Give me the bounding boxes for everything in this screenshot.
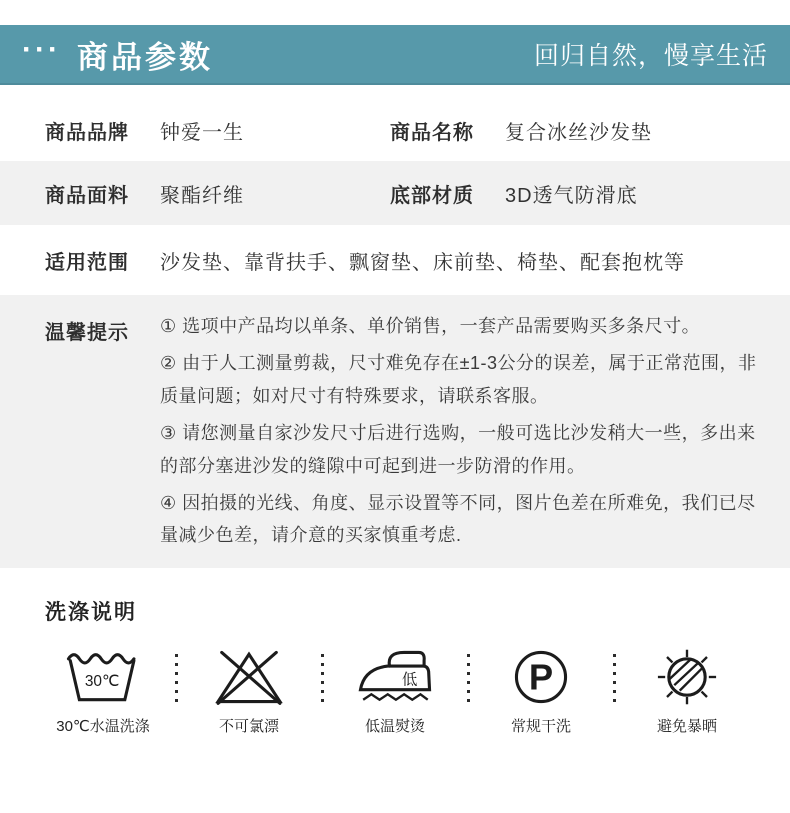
dry-clean-p-icon: [499, 648, 583, 706]
avoid-sunlight-icon: [645, 648, 729, 706]
care-label: 不可氯漂: [218, 717, 279, 735]
care-label: 30℃水温洗涤: [56, 717, 150, 735]
wash-basin-30c-icon: [61, 648, 145, 706]
care-item-dry-clean: [478, 648, 604, 736]
dotted-divider: [467, 654, 470, 706]
tip-item: ③ 请您测量自家沙发尺寸后进行选购，一般可选比沙发稍大一些，多出来的部分塞进沙发的缝隙中可起到进一步防滑的作用。: [160, 423, 756, 476]
tips-label: 温馨提示: [45, 322, 129, 344]
care-label: 常规干洗: [510, 717, 571, 735]
param-value: 沙发垫、靠背扶手、飘窗垫、床前垫、椅垫、配套抱枕等: [160, 251, 685, 274]
param-label: 商品面料: [45, 184, 129, 207]
care-label: 避免暴晒: [656, 717, 717, 735]
param-row-scope: [0, 225, 790, 295]
param-value: 3D透气防滑底: [505, 184, 638, 207]
tips-list: [160, 310, 765, 552]
param-label: 适用范围: [45, 251, 129, 274]
tip-item: ① 选项中产品均以单条、单价销售，一套产品需要购买多条尺寸。: [160, 316, 701, 336]
param-label: 底部材质: [390, 184, 474, 207]
tip-item: ② 由于人工测量剪裁，尺寸难免存在±1-3公分的误差，属于正常范围，非质量问题；如对尺寸有特殊要求，请联系客服。: [160, 353, 757, 406]
ellipsis-icon: ···: [22, 33, 61, 66]
care-item-no-sun: [624, 648, 750, 736]
param-value: 聚酯纤维: [160, 184, 244, 207]
care-item-no-bleach: [186, 648, 312, 736]
washing-heading: 洗涤说明: [45, 600, 137, 624]
care-icons-row: [0, 648, 790, 736]
header-bar: [0, 25, 790, 85]
param-label: 商品品牌: [45, 121, 129, 144]
product-parameters-page: [0, 25, 790, 813]
page-title: 商品参数: [76, 39, 213, 75]
svg-text:30℃: 30℃: [84, 672, 120, 690]
care-item-wash-30c: [40, 648, 166, 736]
param-label: 商品名称: [390, 121, 474, 144]
svg-text:P: P: [528, 656, 554, 698]
param-value: 复合冰丝沙发垫: [505, 121, 652, 144]
param-value: 钟爱一生: [160, 121, 244, 144]
param-table: [0, 99, 790, 295]
param-row-brand-name: [0, 99, 790, 161]
tips-section: [0, 295, 790, 568]
dotted-divider: [613, 654, 616, 706]
header-slogan: 回归自然，慢享生活: [533, 42, 768, 70]
iron-low-temp-icon: [353, 648, 437, 706]
dotted-divider: [321, 654, 324, 706]
care-item-iron-low: [332, 648, 458, 736]
care-label: 低温熨烫: [364, 717, 425, 735]
svg-text:低: 低: [401, 671, 418, 689]
dotted-divider: [175, 654, 178, 706]
no-bleach-icon: [207, 648, 291, 706]
tip-item: ④ 因拍摄的光线、角度、显示设置等不同，图片色差在所难免，我们已尽量减少色差，请介意的买家慎重考虑.: [160, 492, 756, 546]
param-row-fabric-material: [0, 161, 790, 225]
